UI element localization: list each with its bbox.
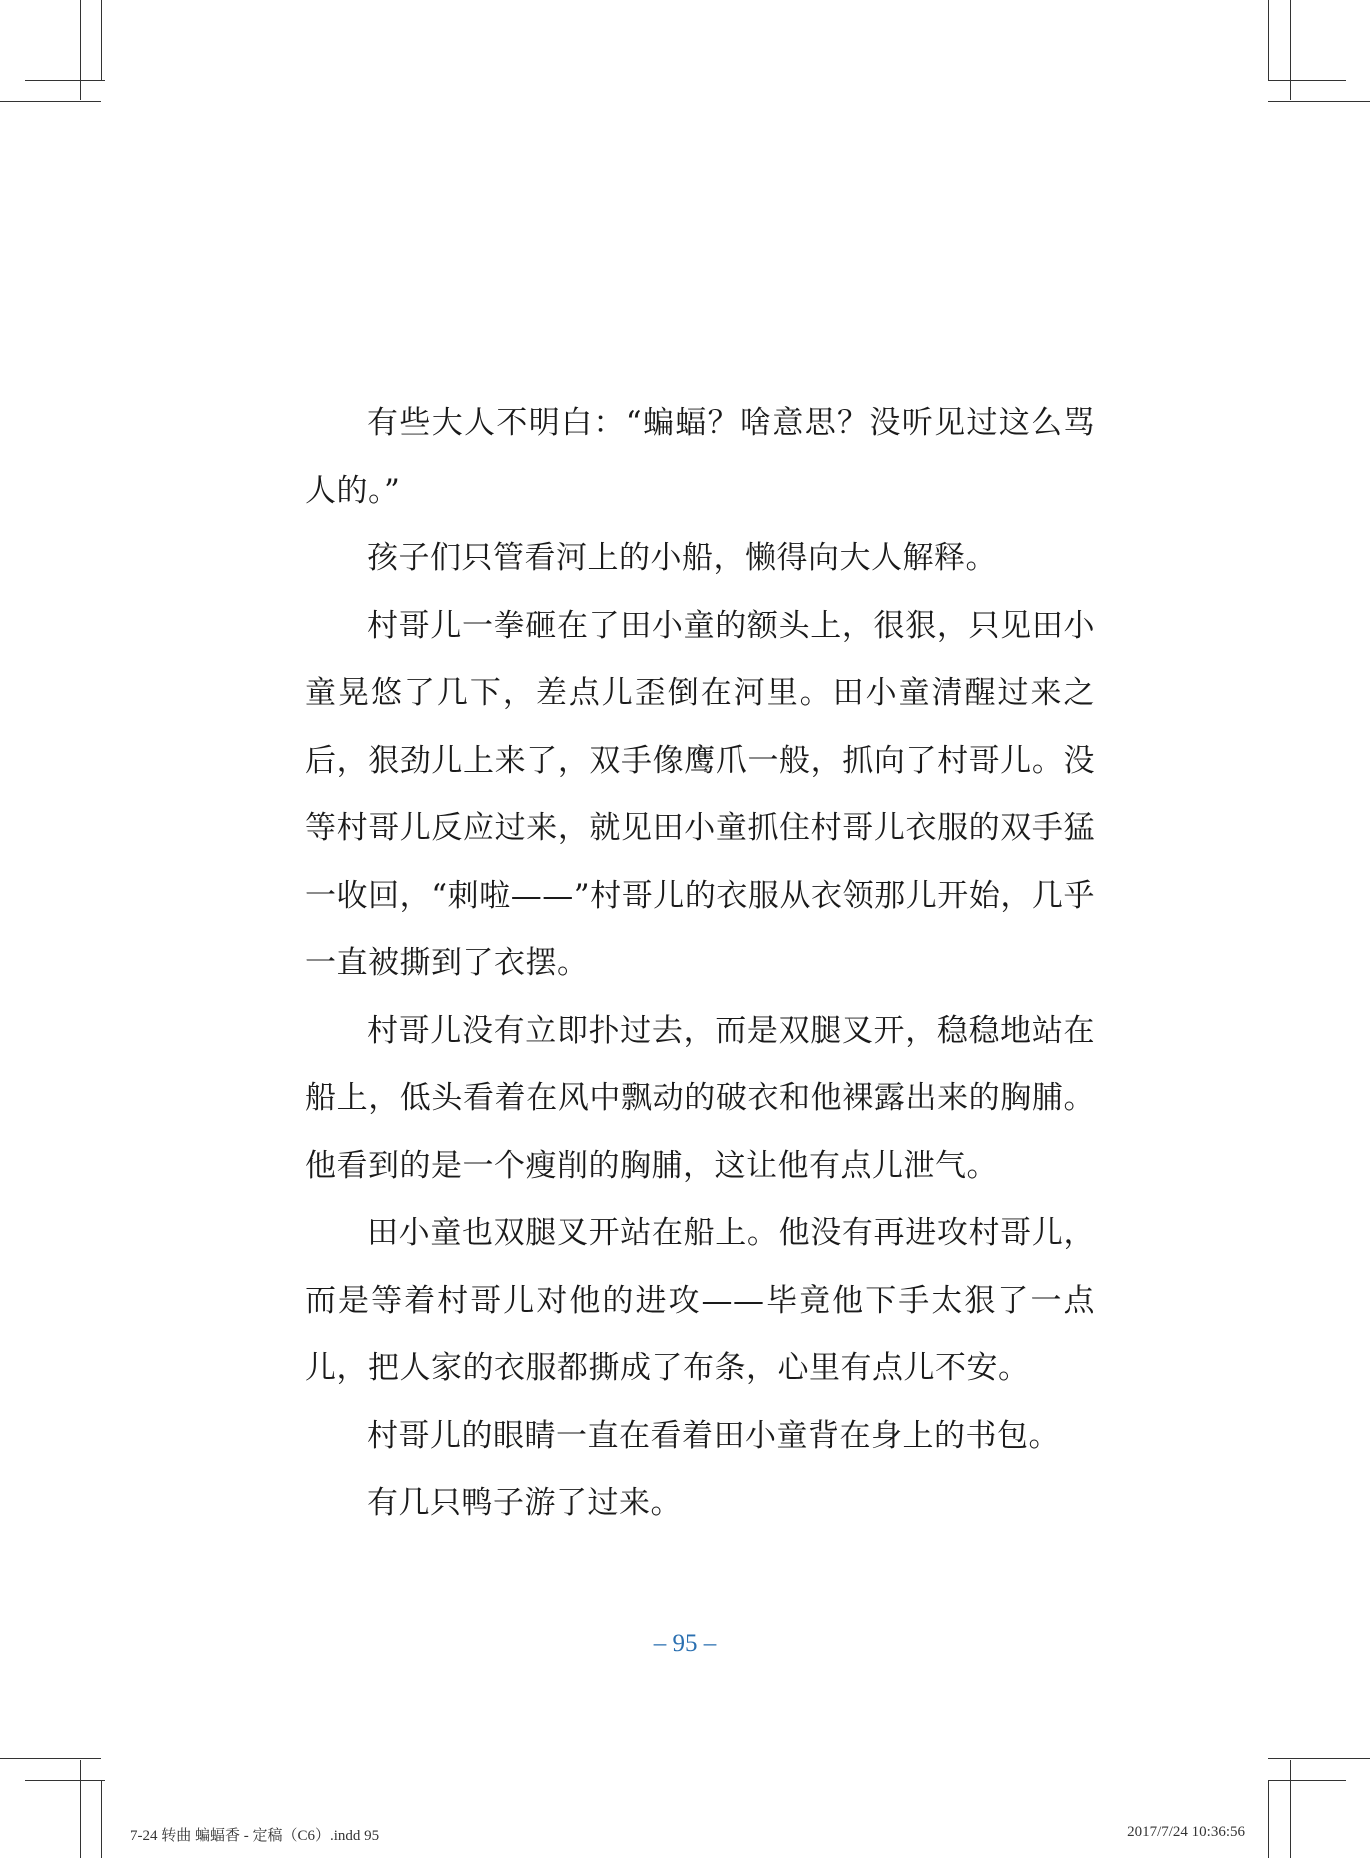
crop-mark-top-right-v-outer xyxy=(1268,0,1269,80)
crop-mark-top-left-h xyxy=(25,80,105,81)
print-timestamp: 2017/7/24 10:36:56 xyxy=(1127,1824,1245,1840)
paragraph: 有几只鸭子游了过来。 xyxy=(367,1485,682,1521)
crop-mark-top-left-v xyxy=(80,0,81,100)
crop-mark-bottom-left-h-outer xyxy=(0,1758,101,1759)
crop-mark-bottom-left-h xyxy=(25,1780,105,1781)
page-number: – 95 – xyxy=(653,1630,717,1657)
paragraph: 村哥儿的眼睛一直在看着田小童背在身上的书包。 xyxy=(367,1417,1060,1454)
file-slug: 7-24 转曲 蝙蝠香 - 定稿（C6）.indd 95 xyxy=(130,1828,380,1844)
crop-mark-bottom-right-h-outer xyxy=(1268,1758,1370,1759)
paragraph: 村哥儿一拳砸在了田小童的额头上，很狠，只见田小童晃悠了几下，差点儿歪倒在河里。田小童清醒过来之后，狠劲儿上来了，双手像鹰爪一般，抓向了村哥儿。没等村哥儿反应过来，就见田小童抓住村哥儿衣服的双手猛一收回，“刺啦——”村哥儿的衣服从衣领那儿开始，几乎一直被撕到了衣摆。 xyxy=(305,607,1095,981)
paragraph: 村哥儿没有立即扑过去，而是双腿叉开，稳稳地站在船上，低头看着在风中飘动的破衣和他裸露出来的胸脯。他看到的是一个瘦削的胸脯，这让他有点儿泄气。 xyxy=(305,1012,1095,1184)
paragraph: 有些大人不明白：“蝙蝠？啥意思？没听见过这么骂人的。” xyxy=(305,405,1095,509)
crop-mark-top-right-h xyxy=(1268,80,1346,81)
crop-mark-top-right-v xyxy=(1290,0,1291,100)
crop-mark-top-right-h-outer xyxy=(1268,101,1370,102)
crop-mark-bottom-right-v-outer xyxy=(1268,1780,1269,1858)
crop-mark-top-left-v-outer xyxy=(101,0,102,80)
paragraph: 田小童也双腿叉开站在船上。他没有再进攻村哥儿，而是等着村哥儿对他的进攻——毕竟他下手太狠了一点儿，把人家的衣服都撕成了布条，心里有点儿不安。 xyxy=(305,1215,1095,1386)
body-text xyxy=(305,390,1095,1538)
crop-mark-bottom-right-v xyxy=(1290,1760,1291,1858)
crop-mark-bottom-right-h xyxy=(1268,1780,1346,1781)
crop-mark-bottom-left-v xyxy=(80,1760,81,1858)
crop-mark-top-left-h-outer xyxy=(0,101,101,102)
paragraph: 孩子们只管看河上的小船，懒得向大人解释。 xyxy=(367,540,997,576)
crop-mark-bottom-left-v-outer xyxy=(101,1780,102,1858)
